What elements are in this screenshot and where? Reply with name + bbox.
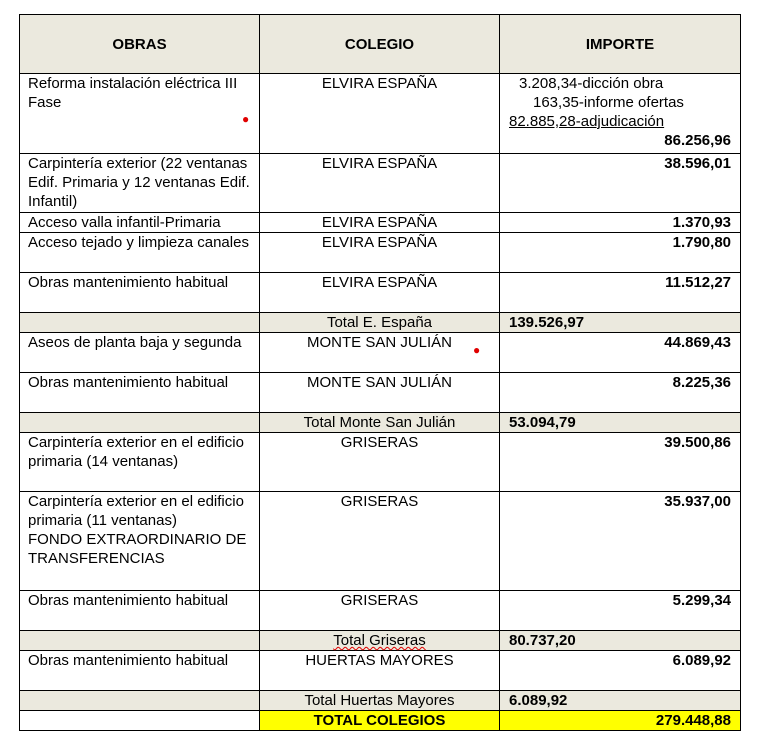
obra-cell: Obras mantenimiento habitual bbox=[20, 373, 260, 413]
obra-cell: Carpintería exterior (22 ventanas Edif. Primaria y 12 ventanas Edif. Infantil) bbox=[20, 154, 260, 213]
header-colegio: COLEGIO bbox=[260, 15, 500, 74]
colegio-cell: ELVIRA ESPAÑA bbox=[260, 154, 500, 213]
subtotal-row bbox=[20, 691, 741, 711]
detail-line: 3.208,34-dicción obra bbox=[519, 75, 664, 92]
obra-cell bbox=[20, 74, 260, 154]
subtotal-value: 53.094,79 bbox=[500, 413, 741, 433]
colegio-text: MONTE SAN JULIÁN bbox=[306, 334, 453, 351]
grand-total-value: 279.448,88 bbox=[500, 711, 741, 731]
subtotal-label: Total Monte San Julián bbox=[260, 413, 500, 433]
importe-cell: 1.370,93 bbox=[500, 213, 741, 233]
header-importe: IMPORTE bbox=[500, 15, 741, 74]
table-row bbox=[20, 213, 741, 233]
colegio-cell bbox=[260, 333, 500, 373]
importe-cell: 38.596,01 bbox=[500, 154, 741, 213]
colegio-cell: GRISERAS bbox=[260, 591, 500, 631]
subtotal-label-text: Total Griseras bbox=[333, 632, 426, 649]
subtotal-value: 80.737,20 bbox=[500, 631, 741, 651]
importe-cell: 35.937,00 bbox=[500, 492, 741, 591]
subtotal-row bbox=[20, 631, 741, 651]
colegio-cell: MONTE SAN JULIÁN bbox=[260, 373, 500, 413]
importe-cell: 11.512,27 bbox=[500, 273, 741, 313]
detail-line: 163,35-informe ofertas bbox=[533, 94, 684, 111]
obra-cell: Aseos de planta baja y segunda bbox=[20, 333, 260, 373]
obra-cell: Obras mantenimiento habitual bbox=[20, 273, 260, 313]
obra-cell: Carpintería exterior en el edificio primaria (14 ventanas) bbox=[20, 433, 260, 492]
red-mark-icon: ● bbox=[242, 112, 250, 126]
table-row bbox=[20, 373, 741, 413]
grand-total-label: TOTAL COLEGIOS bbox=[260, 711, 500, 731]
table-row bbox=[20, 273, 741, 313]
subtotal-label: Total E. España bbox=[260, 313, 500, 333]
obra-text: Reforma instalación eléctrica III Fase bbox=[28, 75, 238, 111]
obra-cell: Obras mantenimiento habitual bbox=[20, 591, 260, 631]
importe-value: 86.256,96 bbox=[664, 132, 731, 149]
importe-cell bbox=[500, 74, 741, 154]
table-row bbox=[20, 651, 741, 691]
table-row bbox=[20, 333, 741, 373]
subtotal-blank bbox=[20, 631, 260, 651]
header-row bbox=[20, 15, 741, 74]
colegio-cell: ELVIRA ESPAÑA bbox=[260, 74, 500, 154]
importe-cell: 6.089,92 bbox=[500, 651, 741, 691]
obra-cell: Acceso valla infantil-Primaria bbox=[20, 213, 260, 233]
table-row bbox=[20, 591, 741, 631]
colegio-cell: ELVIRA ESPAÑA bbox=[260, 213, 500, 233]
subtotal-blank bbox=[20, 691, 260, 711]
obra-cell bbox=[20, 492, 260, 591]
obra-text: Carpintería exterior en el edificio primaria (11 ventanas) bbox=[28, 493, 244, 529]
colegio-cell: HUERTAS MAYORES bbox=[260, 651, 500, 691]
importe-cell: 39.500,86 bbox=[500, 433, 741, 492]
grand-total-blank bbox=[20, 711, 260, 731]
table-row bbox=[20, 492, 741, 591]
subtotal-row bbox=[20, 313, 741, 333]
subtotal-value: 6.089,92 bbox=[500, 691, 741, 711]
importe-cell: 44.869,43 bbox=[500, 333, 741, 373]
colegio-cell: GRISERAS bbox=[260, 492, 500, 591]
subtotal-label: Total Huertas Mayores bbox=[260, 691, 500, 711]
subtotal-blank bbox=[20, 313, 260, 333]
obra-cell: Obras mantenimiento habitual bbox=[20, 651, 260, 691]
header-obras: OBRAS bbox=[20, 15, 260, 74]
subtotal-label bbox=[260, 631, 500, 651]
subtotal-value: 139.526,97 bbox=[500, 313, 741, 333]
obra-cell: Acceso tejado y limpieza canales bbox=[20, 233, 260, 273]
colegio-cell: ELVIRA ESPAÑA bbox=[260, 233, 500, 273]
grand-total-row bbox=[20, 711, 741, 731]
importe-cell: 5.299,34 bbox=[500, 591, 741, 631]
table-row bbox=[20, 74, 741, 154]
obra-extra-text: FONDO EXTRAORDINARIO DE TRANSFERENCIAS bbox=[28, 531, 247, 567]
colegio-cell: GRISERAS bbox=[260, 433, 500, 492]
detail-line: 82.885,28-adjudicación bbox=[509, 113, 665, 130]
importe-cell: 1.790,80 bbox=[500, 233, 741, 273]
table-row bbox=[20, 233, 741, 273]
table-row bbox=[20, 154, 741, 213]
importe-cell: 8.225,36 bbox=[500, 373, 741, 413]
subtotal-row bbox=[20, 413, 741, 433]
colegio-cell: ELVIRA ESPAÑA bbox=[260, 273, 500, 313]
obras-table bbox=[19, 14, 741, 731]
subtotal-blank bbox=[20, 413, 260, 433]
red-mark-icon: ● bbox=[473, 343, 481, 357]
table-row bbox=[20, 433, 741, 492]
